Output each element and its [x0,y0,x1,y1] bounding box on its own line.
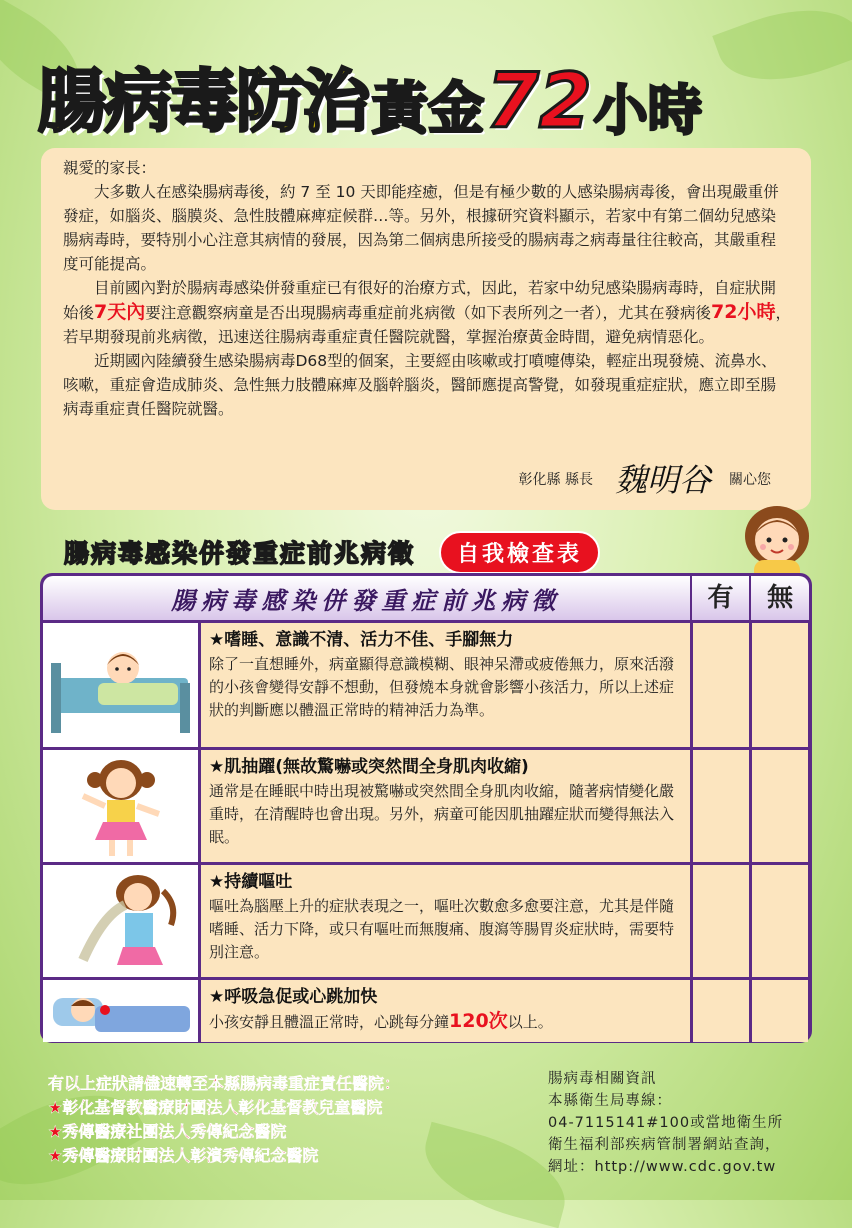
hospital-item: ★秀傳醫療社團法人秀傳紀念醫院 [48,1122,287,1141]
section-title: 腸病毒感染併發重症前兆病徵 [64,539,416,568]
symptom-description [209,1010,682,1034]
table-header-no: 無 [749,576,809,620]
table-row [43,750,809,862]
highlight-72-hours: 72小時 [711,301,776,323]
symptom-title: ★肌抽躍(無故驚嚇或突然間全身肌肉收縮) [209,757,529,777]
table-header-main: 腸病毒感染併發重症前兆病徵 [171,586,562,615]
symptom-text-cell [201,750,690,862]
symptom-text-cell [201,865,690,977]
referral-heading: 有以上症狀請儘速轉至本縣腸病毒重症責任醫院： [48,1074,401,1093]
letter-paragraph-1: 大多數人在感染腸病毒後，約 7 至 10 天即能痊癒，但是有極少數的人感染腸病毒後，會出現嚴重併發症，如腦炎、腦膜炎、急性肢體麻痺症候群…等。另外，根據研究資料顯示，若家中有第二個幼兒感染腸病毒時，要特別小心注意其病情的發展，因為第二個病患所接受的腸病毒之病毒量往往較高，其嚴重程度可能提高。 [63,183,779,273]
poster-title [38,48,818,148]
symptom-description: 通常是在睡眠中時出現被驚嚇或突然間全身肌肉收縮，隨著病情變化嚴重時，在清醒時也會出現。另外，病童可能因肌抽躍症狀而變得無法入眠。 [209,782,675,846]
contact-info [548,1068,783,1178]
child-lying-breathing-icon [43,980,198,1042]
highlight-7-days: 7天內 [94,301,146,323]
checkbox-no-cell[interactable] [752,865,808,977]
symptom-title: ★嗜睡、意識不清、活力不佳、手腳無力 [209,630,514,650]
checkbox-yes-cell[interactable] [693,865,749,977]
checkbox-no-cell[interactable] [752,750,808,862]
checkbox-yes-cell[interactable] [693,623,749,747]
contact-line: 本縣衛生局專線： [548,1093,672,1109]
checkbox-yes-cell[interactable] [693,980,749,1042]
hospital-item: ★彰化基督教醫療財團法人彰化基督教兒童醫院 [48,1098,383,1117]
signature: 魏明谷 [614,461,711,499]
contact-phone: 04-7115141#100或當地衛生所 [548,1115,784,1131]
checkbox-no-cell[interactable] [752,980,808,1042]
table-header [43,576,809,620]
letter-paragraph-3: 近期國內陸續發生感染腸病毒D68型的個案，主要經由咳嗽或打噴嚏傳染，輕症出現發燒、流鼻水、咳嗽，重症會造成肺炎、急性無力肢體麻痺及腦幹腦炎，醫師應提高警覺，如發現重症症狀，應立即至腸病毒重症責任醫院就醫。 [63,352,777,418]
vomiting-girl-icon [43,865,198,977]
highlight-120-beats: 120次 [449,1010,508,1032]
hospital-referral-list [48,1072,400,1168]
hospital-item: ★秀傳醫療財團法人彰濱秀傳紀念醫院 [48,1146,319,1165]
title-part2: 黃金 [372,77,485,142]
title-part3: 72 [486,56,592,145]
symptom-text-a: 小孩安靜且體溫正常時，心跳每分鐘 [209,1013,450,1031]
symptom-title: ★持續嘔吐 [209,872,293,892]
signature-line [519,460,771,500]
contact-heading: 腸病毒相關資訊 [548,1071,657,1087]
self-check-badge: 自我檢查表 [439,531,600,574]
letter-greeting: 親愛的家長： [63,159,157,177]
symptom-check-table [40,573,812,1043]
sick-child-in-bed-icon [43,623,198,747]
symptom-text-cell [201,980,690,1042]
letter-p2-text-b: 要注意觀察病童是否出現腸病毒重症前兆病徵（如下表所列之一者），尤其在發病後 [145,304,712,322]
checkbox-no-cell[interactable] [752,623,808,747]
symptom-description: 嘔吐為腦壓上升的症狀表現之一，嘔吐次數愈多愈要注意，尤其是伴隨嗜睡、活力下降，或只有嘔吐而無腹痛、腹瀉等腸胃炎症狀時，需要特別注意。 [209,897,675,961]
symptom-description: 除了一直想睡外，病童顯得意識模糊、眼神呆滯或疲倦無力，原來活潑的小孩會變得安靜不想動，但發燒本身就會影響小孩活力，所以上述症狀的判斷應以體溫正常時的精神活力為準。 [209,655,675,719]
table-row [43,623,809,747]
table-row [43,865,809,977]
letter-paragraph-2 [63,276,791,349]
title-part4: 小時 [593,79,702,142]
table-row [43,980,809,1042]
symptom-text-cell [201,623,690,747]
closing: 關心您 [729,472,771,488]
letter-p2-text-c: ，若早期發現前兆病徵，迅速送往腸病毒重症責任醫院就醫，掌握治療黃金時間，避免病情惡化。 [63,304,791,346]
symptom-text-b: 以上。 [507,1013,553,1031]
letter-p2-text-a: 目前國內對於腸病毒感染併發重症已有很好的治療方式，因此，若家中幼兒感染腸病毒時，自症狀開始後 [63,279,777,322]
section-heading [64,530,600,574]
checkbox-yes-cell[interactable] [693,750,749,862]
contact-url[interactable]: 網址：http://www.cdc.gov.tw [548,1159,777,1175]
contact-line: 衛生福利部疾病管制署網站查詢， [548,1137,781,1153]
title-part1: 腸病毒防治 [38,63,369,142]
startled-girl-icon [43,750,198,862]
table-header-yes: 有 [690,576,750,620]
letter-box [41,148,811,510]
symptom-title: ★呼吸急促或心跳加快 [209,987,378,1007]
sender: 彰化縣 縣長 [518,472,593,488]
